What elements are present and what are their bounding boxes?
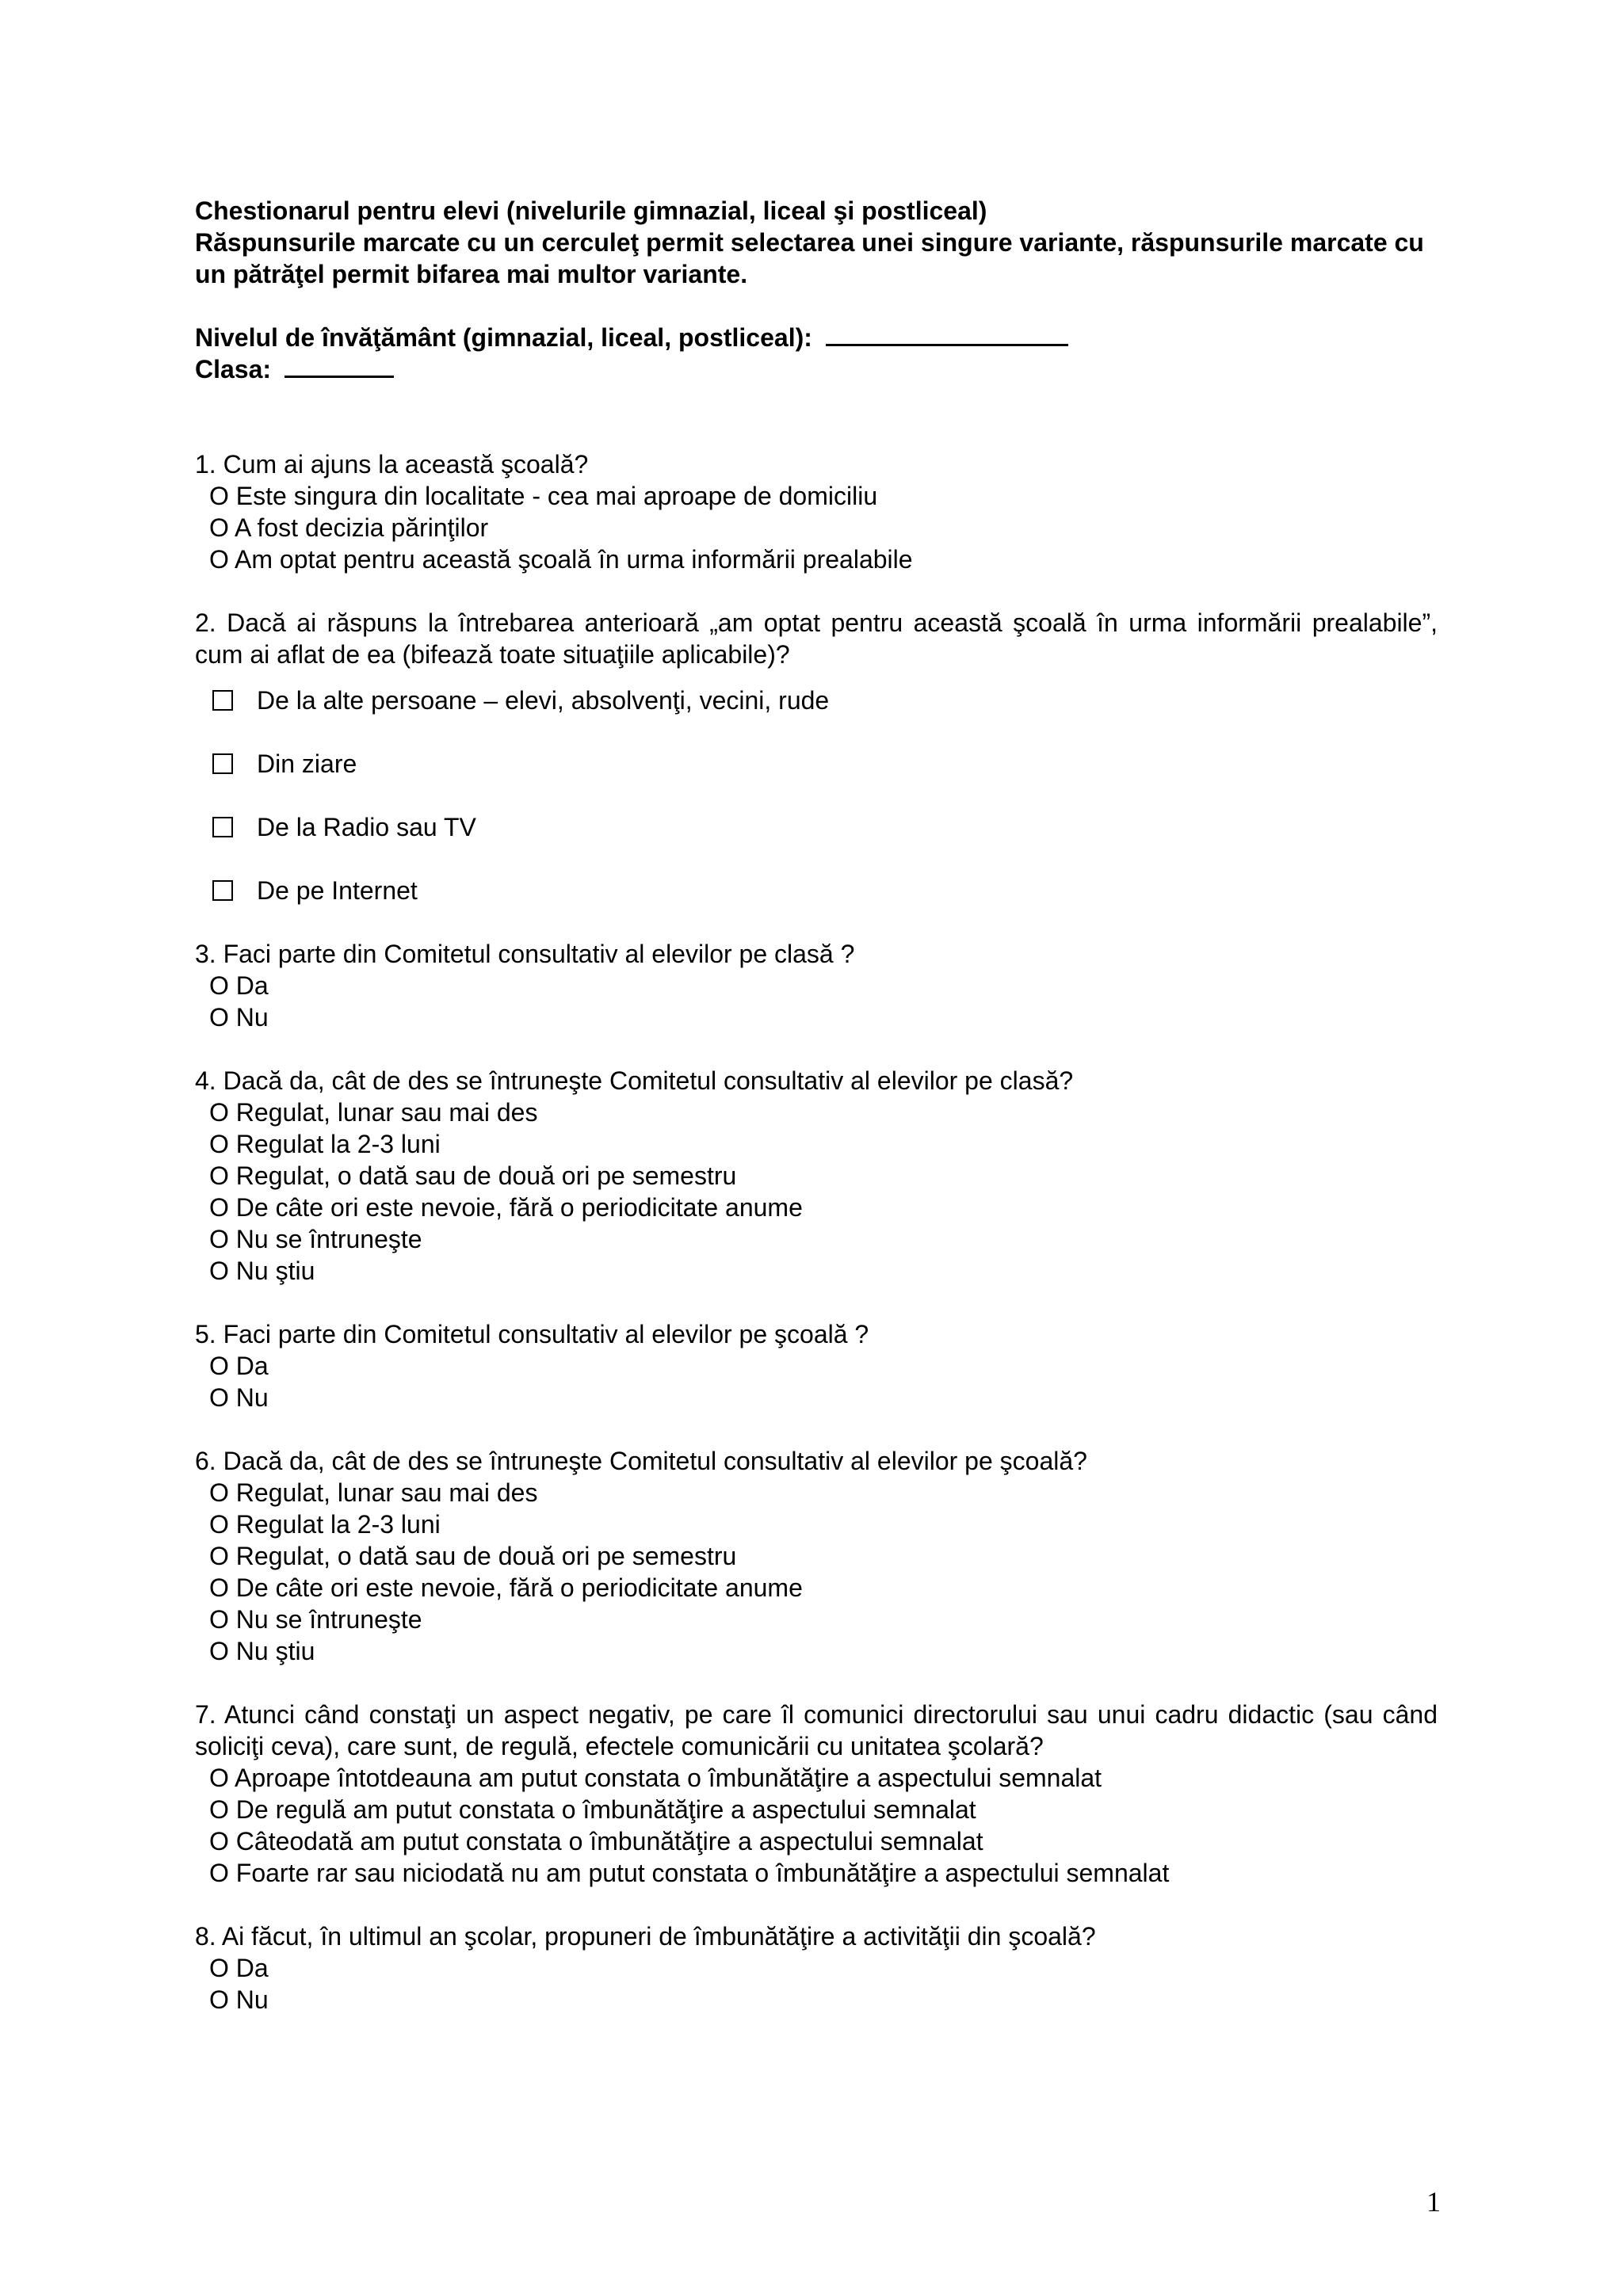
checkbox-label: De la Radio sau TV — [257, 813, 476, 841]
radio-option[interactable]: O Nu — [209, 1003, 269, 1032]
radio-option[interactable]: O Regulat, lunar sau mai des — [209, 1098, 538, 1127]
questionnaire-header — [195, 195, 1438, 385]
level-blank[interactable] — [826, 322, 1068, 346]
checkbox-option[interactable] — [195, 811, 1438, 843]
checkbox-option[interactable] — [195, 875, 1438, 906]
radio-option[interactable]: O Nu ştiu — [209, 1257, 315, 1285]
radio-option[interactable]: O Da — [209, 1352, 269, 1380]
radio-option[interactable]: O Nu ştiu — [209, 1637, 315, 1665]
radio-option[interactable]: O De regulă am putut constata o îmbunătăţire a aspectului semnalat — [209, 1795, 976, 1824]
radio-option[interactable]: O De câte ori este nevoie, fără o periodicitate anume — [209, 1193, 803, 1222]
question-text: 2. Dacă ai răspuns la întrebarea anterioară „am optat pentru această şcoală în urma informării prealabile”, cum ai aflat de ea (bifează toate situaţiile aplicabile)? — [195, 608, 1438, 669]
class-label: Clasa: — [195, 355, 272, 383]
question-text: 4. Dacă da, cât de des se întruneşte Comitetul consultativ al elevilor pe clasă? — [195, 1066, 1074, 1095]
question-text: 8. Ai făcut, în ultimul an şcolar, propuneri de îmbunătăţire a activităţii din şcoală? — [195, 1922, 1096, 1951]
checkbox-icon[interactable] — [212, 690, 233, 711]
radio-option[interactable]: O Regulat, o dată sau de două ori pe semestru — [209, 1161, 737, 1190]
radio-option[interactable]: O Regulat la 2-3 luni — [209, 1130, 441, 1158]
radio-option[interactable]: O Foarte rar sau niciodată nu am putut constata o îmbunătăţire a aspectului semnalat — [209, 1859, 1170, 1887]
radio-option[interactable]: O Nu se întruneşte — [209, 1605, 422, 1634]
radio-option[interactable]: O Nu — [209, 1985, 269, 2014]
question-8 — [195, 1920, 1438, 2016]
radio-option[interactable]: O Am optat pentru această şcoală în urma informării prealabile — [209, 545, 913, 574]
radio-option[interactable]: O Regulat, o dată sau de două ori pe semestru — [209, 1542, 737, 1570]
class-line — [195, 353, 1438, 385]
radio-option[interactable]: O Aproape întotdeauna am putut constata o îmbunătăţire a aspectului semnalat — [209, 1764, 1102, 1792]
question-3 — [195, 938, 1438, 1033]
radio-option[interactable]: O Nu — [209, 1383, 269, 1412]
radio-option[interactable]: O Câteodată am putut constata o îmbunătăţire a aspectului semnalat — [209, 1827, 983, 1855]
question-text: 6. Dacă da, cât de des se întruneşte Comitetul consultativ al elevilor pe şcoală? — [195, 1447, 1087, 1475]
question-7 — [195, 1699, 1438, 1889]
question-text: 7. Atunci când constaţi un aspect negativ, pe care îl comunici directorului sau unui cadru didactic (sau când soliciţi ceva), care sunt, de regulă, efectele comunicării cu unitatea şcolară? — [195, 1700, 1438, 1760]
checkbox-option[interactable] — [195, 748, 1438, 780]
page-number: 1 — [1426, 2186, 1441, 2218]
level-line — [195, 322, 1438, 353]
question-text: 1. Cum ai ajuns la această şcoală? — [195, 450, 589, 479]
checkbox-icon[interactable] — [212, 880, 233, 901]
radio-option[interactable]: O Da — [209, 1954, 269, 1982]
radio-option[interactable]: O A fost decizia părinţilor — [209, 513, 489, 542]
question-6 — [195, 1445, 1438, 1667]
radio-option[interactable]: O Este singura din localitate - cea mai aproape de domiciliu — [209, 482, 878, 510]
class-blank[interactable] — [285, 353, 394, 378]
question-text: 3. Faci parte din Comitetul consultativ al elevilor pe clasă ? — [195, 940, 855, 968]
question-5 — [195, 1318, 1438, 1413]
questionnaire-instructions: Răspunsurile marcate cu un cerculeţ permit selectarea unei singure variante, răspunsurile marcate cu un pătrăţel permit bifarea mai multor variante. — [195, 228, 1424, 288]
question-text: 5. Faci parte din Comitetul consultativ al elevilor pe şcoală ? — [195, 1320, 869, 1348]
checkbox-icon[interactable] — [212, 817, 233, 837]
questionnaire-content — [195, 195, 1438, 2016]
checkbox-option[interactable] — [195, 685, 1438, 716]
radio-option[interactable]: O Nu se întruneşte — [209, 1225, 422, 1253]
radio-option[interactable]: O Regulat la 2-3 luni — [209, 1510, 441, 1539]
checkbox-label: Din ziare — [257, 749, 357, 778]
question-2 — [195, 607, 1438, 906]
radio-option[interactable]: O Da — [209, 971, 269, 1000]
question-1 — [195, 448, 1438, 575]
level-label: Nivelul de învăţământ (gimnazial, liceal, postliceal): — [195, 323, 812, 352]
radio-option[interactable]: O Regulat, lunar sau mai des — [209, 1478, 538, 1507]
question-4 — [195, 1065, 1438, 1287]
radio-option[interactable]: O De câte ori este nevoie, fără o periodicitate anume — [209, 1573, 803, 1602]
questionnaire-title: Chestionarul pentru elevi (nivelurile gimnazial, liceal şi postliceal) — [195, 196, 987, 225]
checkbox-label: De pe Internet — [257, 876, 418, 905]
checkbox-icon[interactable] — [212, 753, 233, 774]
checkbox-label: De la alte persoane – elevi, absolvenţi, vecini, rude — [257, 686, 830, 715]
